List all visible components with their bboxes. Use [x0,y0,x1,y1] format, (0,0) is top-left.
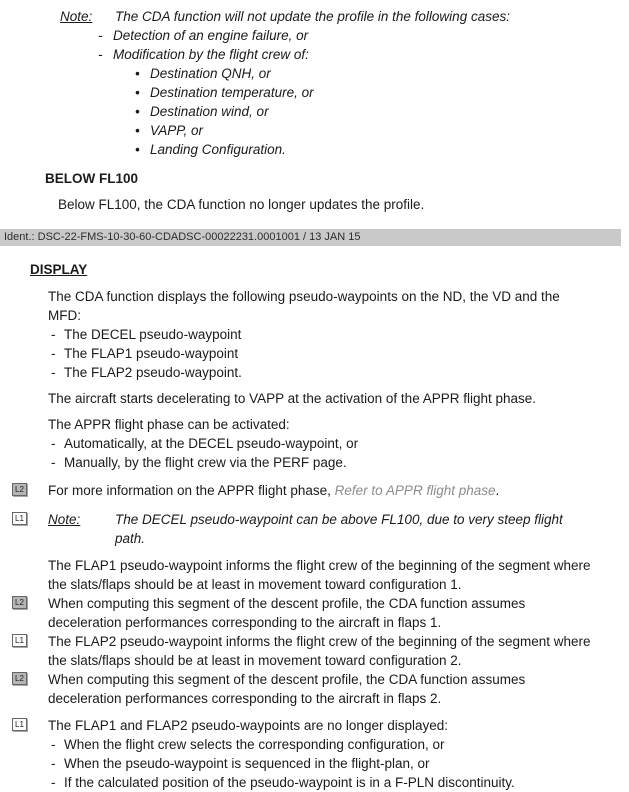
paragraph-text: . [495,483,500,498]
paragraph-l1 [15,632,595,670]
list-item-bullet: • Destination temperature, or [133,83,595,102]
list-item-dash: - The FLAP2 pseudo-waypoint. [48,363,595,382]
compliance-badge-l2: L2 [12,672,27,685]
paragraph-below-fl100: Below FL100, the CDA function no longer updates the profile. [58,197,425,212]
paragraph-text: The CDA function displays the following pseudo-waypoints on the ND, the VD and the MFD: [48,289,560,323]
note-text: The DECEL pseudo-waypoint can be above FL100, due to very steep flight path. [115,512,563,546]
refer-link[interactable]: Refer to APPR flight phase [334,483,496,498]
list-item-dash: - The DECEL pseudo-waypoint [48,325,595,344]
list-item-dash: - Automatically, at the DECEL pseudo-waypoint, or [48,434,595,453]
list-item-dash: - The FLAP1 pseudo-waypoint [48,344,595,363]
paragraph-text: The FLAP2 pseudo-waypoint informs the flight crew of the beginning of the segment where the slats/flaps should be at least in movement toward configuration 2. [48,634,591,668]
paragraph-text: The APPR flight phase can be activated: [48,417,290,432]
paragraph-l1 [15,716,595,792]
list-item-dash: - Manually, by the flight crew via the PERF page. [48,453,595,472]
list-item-dash: - Detection of an engine failure, or [98,26,595,45]
list-item-dash: - When the flight crew selects the corresponding configuration, or [48,735,595,754]
compliance-badge-l2: L2 [12,483,27,496]
paragraph [48,415,595,472]
paragraph-text: For more information on the APPR flight phase, [48,483,335,498]
list-item-bullet: • VAPP, or [133,121,595,140]
paragraph: The aircraft starts decelerating to VAPP at the activation of the APPR flight phase. [48,391,537,406]
note-label: Note: [48,512,81,527]
ident-text: Ident.: DSC-22-FMS-10-30-60-CDADSC-00022231.0001001 / 13 JAN 15 [4,231,361,243]
ident-bar [0,229,621,246]
list-item-dash: - Modification by the flight crew of: [98,45,595,64]
compliance-badge-l1: L1 [12,718,27,731]
compliance-badge-l1: L1 [12,512,27,525]
compliance-badge-l2: L2 [12,596,27,609]
list-item-bullet: • Destination QNH, or [133,64,595,83]
paragraph-text: The FLAP1 and FLAP2 pseudo-waypoints are no longer displayed: [48,718,448,733]
note-block-l1 [15,510,595,548]
section-heading-below-fl100: BELOW FL100 [45,171,139,186]
paragraph-l2-reference [15,481,595,500]
note-intro: The CDA function will not update the profile in the following cases: [115,9,510,24]
paragraph [48,287,595,382]
list-item-bullet: • Destination wind, or [133,102,595,121]
list-item-dash: - If the calculated position of the pseudo-waypoint is in a F-PLN discontinuity. [48,773,595,792]
list-item-dash: - When the pseudo-waypoint is sequenced in the flight-plan, or [48,754,595,773]
list-item-bullet: • Landing Configuration. [133,140,595,159]
paragraph-l2 [15,594,595,632]
paragraph-text: When computing this segment of the descent profile, the CDA function assumes deceleration performances corresponding to the aircraft in flaps 1. [48,596,526,630]
note-label: Note: [60,9,93,24]
document-page [0,7,629,790]
section-heading-display: DISPLAY [30,262,88,277]
note-block [60,7,595,159]
paragraph-text: When computing this segment of the descent profile, the CDA function assumes deceleration performances corresponding to the aircraft in flaps 2. [48,672,526,706]
paragraph: The FLAP1 pseudo-waypoint informs the flight crew of the beginning of the segment where the slats/flaps should be at least in movement toward configuration 1. [48,558,591,592]
paragraph-l2 [15,670,595,708]
compliance-badge-l1: L1 [12,634,27,647]
